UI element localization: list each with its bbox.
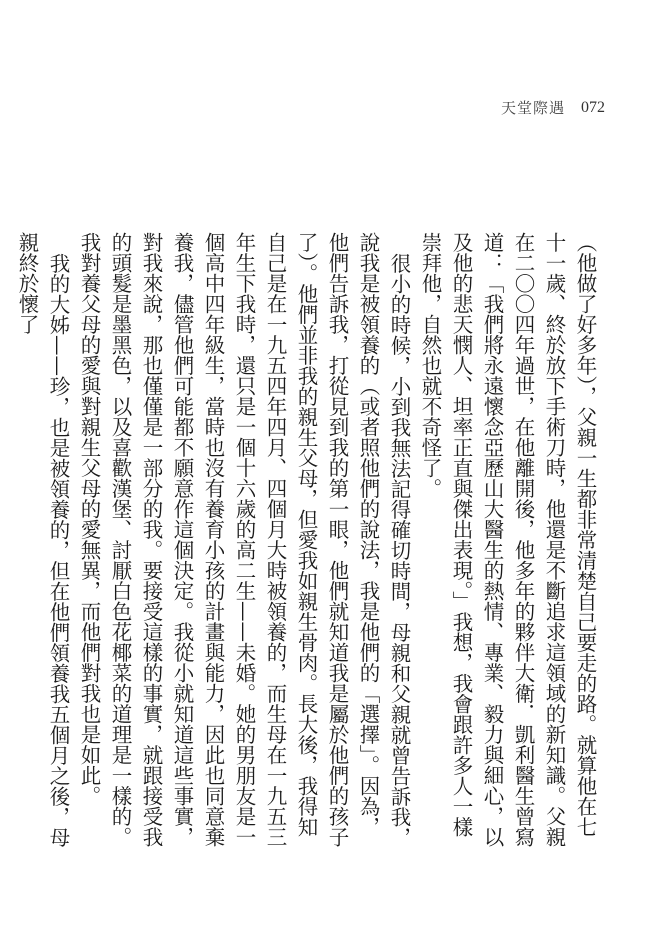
paragraph-1: （他做了好多年），父親一生都非常清楚自己要走的路。就算他在七十一歲、終於放下手術刀時，他還是不斷追求這領域的新知識。父親在二〇〇四年過世，在他離開後，他多年的夥伴大衛．凱利醫生曾寫道：「我們將永遠懷念亞歷山大醫生的熱情、專業、毅力與細心，以及他的悲天憫人、坦率正直與傑出表現。」我想，我會跟許多人一樣崇拜他，自然也就不奇怪了。 <box>418 232 597 847</box>
vertical-body-text <box>15 232 600 852</box>
page-number: 072 <box>581 98 605 116</box>
paragraph-3: 我的大姊——珍，也是被領養的，但在他們領養我五個月之後，母親終於懷了 <box>15 232 70 847</box>
paragraph-2: 很小的時候，小到我無法記得確切時間，母親和父親就曾告訴我，說我是被領養的（或者照他們的說法，我是他們的「選擇」。因為，他們告訴我，打從見到我的第一眼，他們就知道我是屬於他們的孩子了）。他們並非我的親生父母，但愛我如親生骨肉。長大後，我得知自己是在一九五四年四月、四個月大時被領養的，而生母在一九五三年生下我時，還只是一個十六歲的高二生——未婚。她的男朋友是一個高中四年級生，當時也沒有養育小孩的計畫與能力，因此也同意棄養我，儘管他們可能都不願意作這個決定。我從小就知道這些事實，對我來說，那也僅僅是一部分的我。要接受這樣的事實，就跟接受我的頭髮是墨黑色，以及喜歡漢堡、討厭白色花椰菜的道理是一樣的。我對養父母的愛與對親生父母的愛無異，而他們對我也是如此。 <box>77 232 411 847</box>
running-header <box>501 97 605 118</box>
book-title: 天堂際遇 <box>500 99 565 117</box>
